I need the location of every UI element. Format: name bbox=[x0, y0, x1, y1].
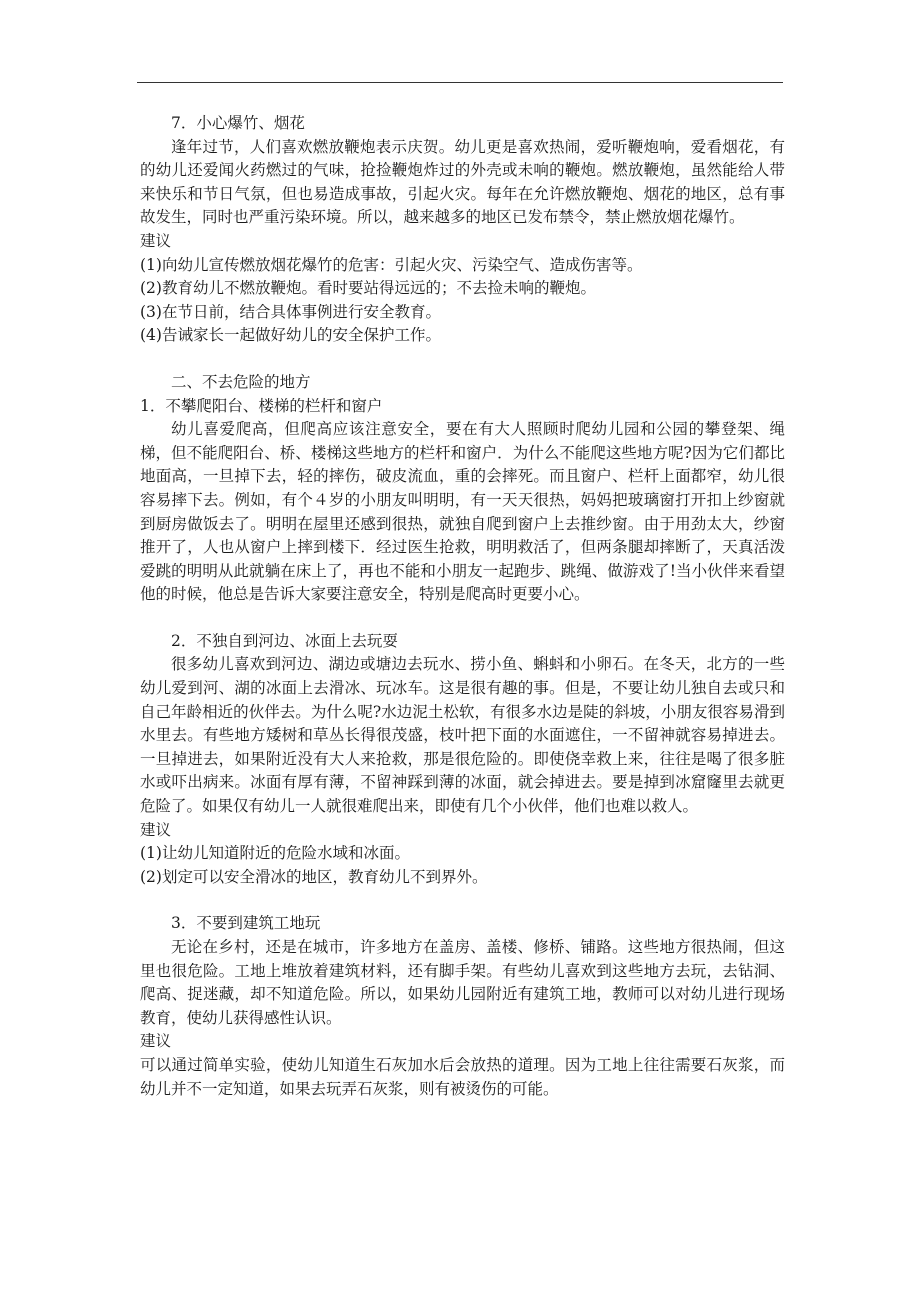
section-3-advice-text: 可以通过简单实验，使幼儿知道生石灰加水后会放热的道理。因为工地上往往需要石灰浆，而幼儿并不一定知道，如果去玩弄石灰浆，则有被烫伤的可能。 bbox=[140, 1055, 785, 1098]
section-7-advice-2: (2)教育幼儿不燃放鞭炮。看时要站得远远的；不去捡未响的鞭炮。 bbox=[140, 279, 596, 298]
section-2-advice-label: 建议 bbox=[140, 820, 172, 839]
section-7-advice-1: (1)向幼儿宣传燃放烟花爆竹的危害：引起火灾、污染空气、造成伤害等。 bbox=[140, 255, 643, 274]
section-7-advice-label: 建议 bbox=[140, 231, 172, 250]
section-2-body: 很多幼儿喜欢到河边、湖边或塘边去玩水、捞小鱼、蝌蚪和小卵石。在冬天，北方的一些幼儿爱到河、湖的冰面上去滑冰、玩冰车。这是很有趣的事。但是，不要让幼儿独自去或只和自己年龄相近的伙伴去。为什么呢?水边泥土松软，有很多水边是陡的斜坡，小朋友很容易滑到水里去。有些地方矮树和草丛长得很茂盛，枝叶把下面的水面遮住，一不留神就容易掉进去。一旦掉进去，如果附近没有大人来抢救，那是很危险的。即使侥幸救上来，往往是喝了很多脏水或吓出病来。冰面有厚有薄，不留神踩到薄的冰面，就会掉进去。要是掉到冰窟窿里去就更危险了。如果仅有幼儿一人就很难爬出来，即使有几个小伙伴，他们也难以救人。 bbox=[140, 655, 785, 816]
section-3-body: 无论在乡村，还是在城市，许多地方在盖房、盖楼、修桥、铺路。这些地方很热闹，但这里也很危险。工地上堆放着建筑材料，还有脚手架。有些幼儿喜欢到这些地方去玩，去钻洞、爬高、捉迷藏，却不知道危险。所以，如果幼儿园附近有建筑工地，教师可以对幼儿进行现场教育，使幼儿获得感性认识。 bbox=[140, 938, 785, 1027]
section-2-advice-1: (1)让幼儿知道附近的危险水域和冰面。 bbox=[140, 844, 410, 863]
section-2-advice-2: (2)划定可以安全滑冰的地区，教育幼儿不到界外。 bbox=[140, 867, 488, 886]
section-3-heading: 3．不要到建筑工地玩 bbox=[171, 914, 321, 933]
section-2-heading: 2．不独自到河边、冰面上去玩耍 bbox=[171, 631, 398, 650]
section-7-heading: 7．小心爆竹、烟花 bbox=[171, 114, 305, 132]
part-2-heading: 二、不去危险的地方 bbox=[171, 372, 311, 391]
section-7-advice-3: (3)在节日前，结合具体事例进行安全教育。 bbox=[140, 302, 441, 321]
section-3-advice-label: 建议 bbox=[140, 1032, 172, 1051]
section-7-advice-4: (4)告诫家长一起做好幼儿的安全保护工作。 bbox=[140, 326, 441, 345]
section-7-body: 逢年过节，人们喜欢燃放鞭炮表示庆贺。幼儿更是喜欢热闹，爱听鞭炮响，爱看烟花，有的幼儿还爱闻火药燃过的气味，抢捡鞭炮炸过的外壳或未响的鞭炮。燃放鞭炮，虽然能给人带来快乐和节日气氛，但也易造成事故，引起火灾。每年在允许燃放鞭炮、烟花的地区，总有事故发生，同时也严重污染环境。所以，越来越多的地区已发布禁令，禁止燃放烟花爆竹。 bbox=[140, 137, 785, 227]
section-1-body: 幼儿喜爱爬高，但爬高应该注意安全，要在有大人照顾时爬幼儿园和公园的攀登架、绳梯，但不能爬阳台、桥、楼梯这些地方的栏杆和窗户．为什么不能爬这些地方呢?因为它们都比地面高，一旦掉下去，轻的摔伤，破皮流血，重的会摔死。而且窗户、栏杆上面都窄，幼儿很容易摔下去。例如，有个４岁的小朋友叫明明，有一天天很热，妈妈把玻璃窗打开扣上纱窗就到厨房做饭去了。明明在屋里还感到很热，就独自爬到窗户上去推纱窗。由于用劲太大，纱窗推开了，人也从窗户上摔到楼下．经过医生抢救，明明救活了，但两条腿却摔断了，天真活泼爱跳的明明从此就躺在床上了，再也不能和小朋友一起跑步、跳绳、做游戏了!当小伙伴来看望他的时候，他总是告诉大家要注意安全，特别是爬高时更要小心。 bbox=[140, 420, 785, 604]
header-rule bbox=[137, 82, 783, 83]
section-1-heading: 1．不攀爬阳台、楼梯的栏杆和窗户 bbox=[140, 396, 383, 415]
document-page bbox=[140, 112, 785, 1101]
